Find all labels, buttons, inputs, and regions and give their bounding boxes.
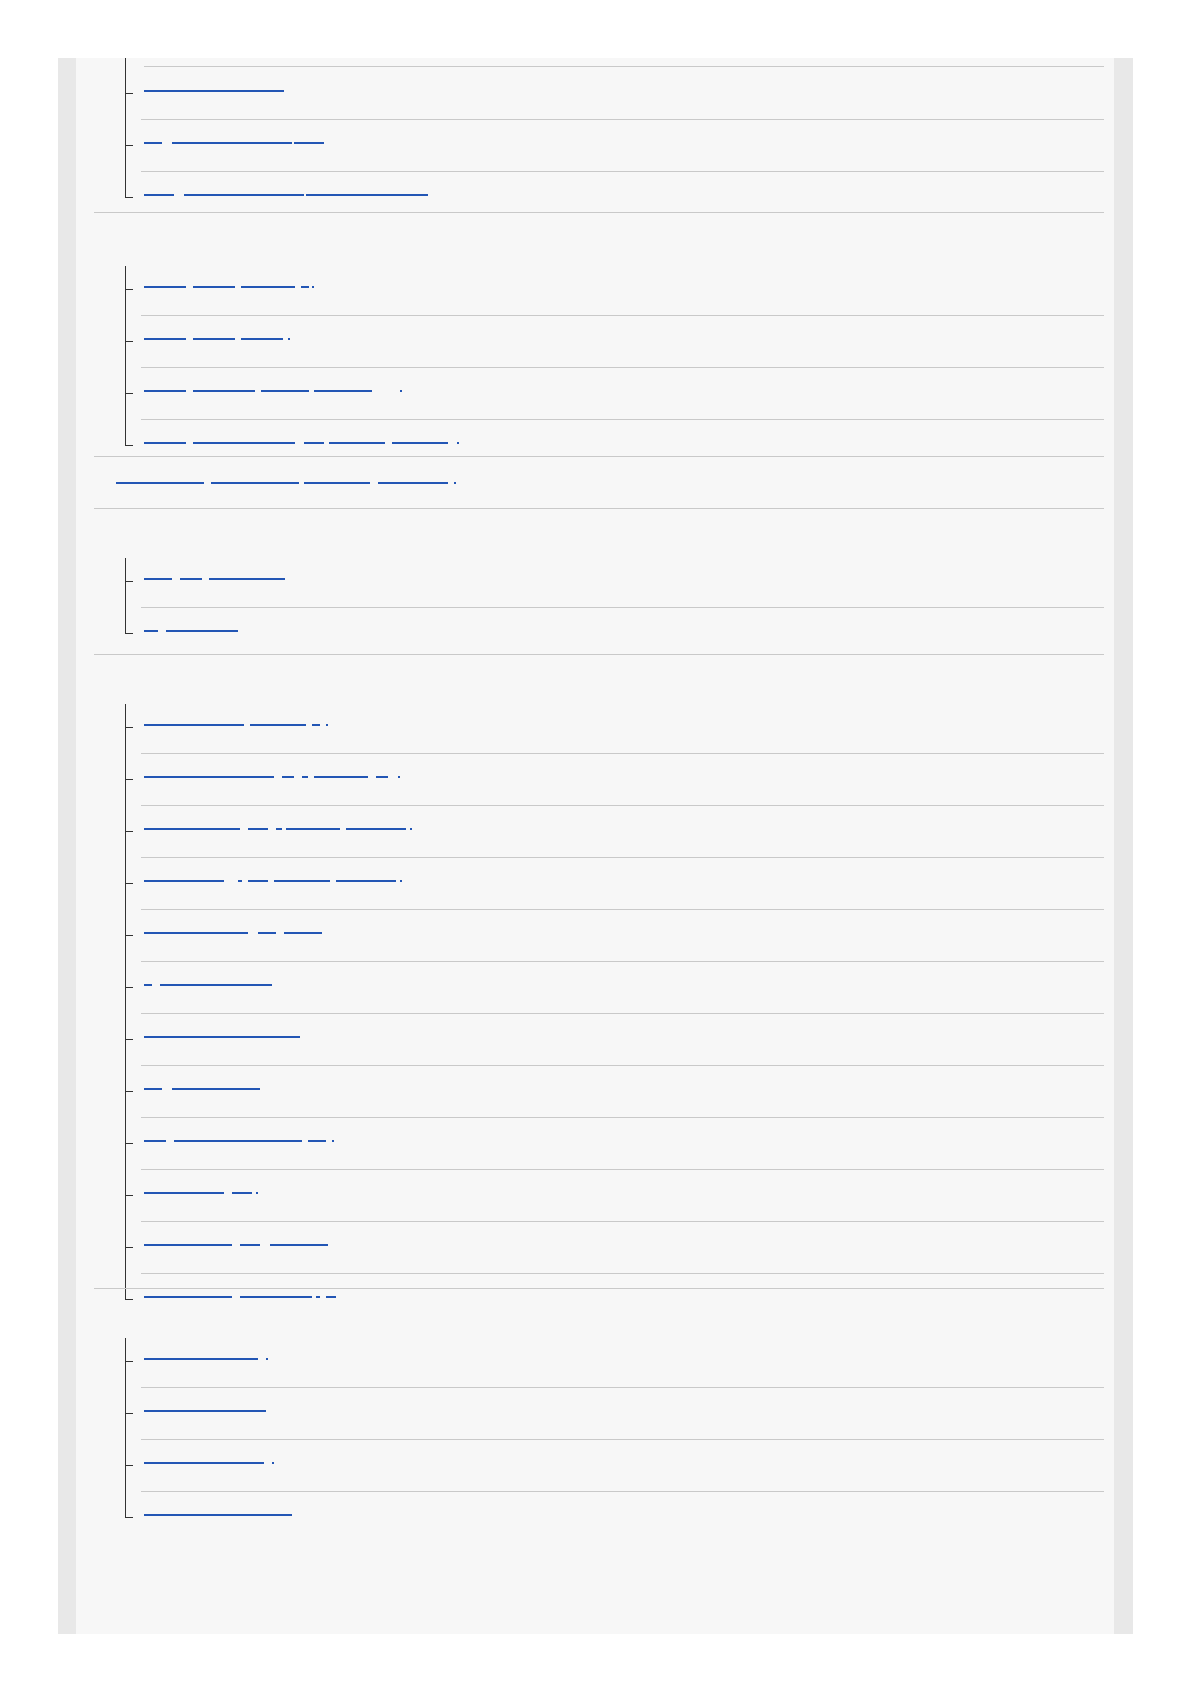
- tree-branch: [126, 727, 133, 728]
- tree-branch: [126, 1143, 133, 1144]
- item-separator: [144, 66, 1104, 67]
- toc-panel: [76, 58, 1114, 1634]
- link-underline: [282, 776, 294, 778]
- link-underline: [193, 442, 295, 444]
- tree-branch: [126, 1299, 133, 1300]
- toc-item-link[interactable]: [126, 68, 1106, 120]
- link-dot: [398, 776, 400, 778]
- toc-item-link[interactable]: [126, 1170, 1106, 1222]
- link-dot: [326, 724, 328, 726]
- link-underline: [166, 630, 238, 632]
- link-dot: [266, 1358, 268, 1360]
- link-underline: [116, 482, 204, 484]
- link-underline: [276, 828, 282, 830]
- link-underline: [144, 1088, 162, 1090]
- link-underline: [274, 880, 330, 882]
- link-underline: [376, 776, 388, 778]
- link-underline: [241, 286, 295, 288]
- tree-branch: [126, 445, 133, 446]
- tree-branch: [126, 197, 133, 198]
- link-underline: [144, 724, 244, 726]
- link-underline: [261, 390, 309, 392]
- link-underline: [184, 194, 304, 196]
- link-underline: [144, 880, 224, 882]
- toc-item-link[interactable]: [126, 556, 1106, 608]
- tree-branch: [126, 289, 133, 290]
- page-frame: [58, 58, 1133, 1634]
- link-underline: [241, 338, 283, 340]
- toc-item-link[interactable]: [126, 910, 1106, 962]
- toc-item-link[interactable]: [126, 962, 1106, 1014]
- link-underline: [308, 1140, 326, 1142]
- link-underline: [232, 1192, 252, 1194]
- link-underline: [306, 194, 428, 196]
- toc-item-link[interactable]: [126, 1066, 1106, 1118]
- link-dot: [457, 442, 459, 444]
- link-underline: [250, 724, 306, 726]
- link-underline: [378, 482, 448, 484]
- tree-branch: [126, 935, 133, 936]
- toc-item-link[interactable]: [126, 1222, 1106, 1274]
- link-underline: [316, 1296, 320, 1298]
- link-underline: [144, 442, 186, 444]
- link-dot: [256, 1192, 258, 1194]
- link-dot: [400, 390, 402, 392]
- link-underline: [144, 1192, 224, 1194]
- link-underline: [284, 932, 322, 934]
- link-underline: [144, 286, 186, 288]
- group-separator: [94, 212, 1104, 213]
- link-underline: [193, 390, 255, 392]
- tree-branch: [126, 779, 133, 780]
- toc-item-link[interactable]: [126, 858, 1106, 910]
- tree-branch: [126, 1465, 133, 1466]
- tree-branch: [126, 831, 133, 832]
- toc-item-link[interactable]: [126, 806, 1106, 858]
- tree-branch: [126, 145, 133, 146]
- link-dot: [312, 286, 314, 288]
- tree-branch: [126, 987, 133, 988]
- link-underline: [144, 1462, 264, 1464]
- link-underline: [270, 1244, 328, 1246]
- tree-branch: [126, 1413, 133, 1414]
- link-dot: [272, 1462, 274, 1464]
- link-underline: [312, 724, 320, 726]
- toc-item-link[interactable]: [126, 316, 1106, 368]
- toc-item-link[interactable]: [126, 1118, 1106, 1170]
- link-underline: [193, 338, 235, 340]
- link-underline: [144, 194, 174, 196]
- tree-branch: [126, 1361, 133, 1362]
- link-underline: [144, 1358, 258, 1360]
- link-underline: [304, 442, 324, 444]
- link-dot: [454, 482, 456, 484]
- link-underline: [240, 1296, 312, 1298]
- link-underline: [144, 630, 158, 632]
- toc-item-link[interactable]: [126, 1492, 1106, 1544]
- tree-branch: [126, 1247, 133, 1248]
- link-underline: [329, 442, 385, 444]
- link-underline: [144, 984, 152, 986]
- tree-branch: [126, 393, 133, 394]
- link-underline: [174, 1140, 302, 1142]
- link-underline: [301, 286, 309, 288]
- toc-item-link[interactable]: [126, 368, 1106, 420]
- link-underline: [144, 828, 240, 830]
- tree-branch: [126, 341, 133, 342]
- toc-item-link[interactable]: [126, 172, 1106, 224]
- link-dot: [288, 338, 290, 340]
- link-underline: [314, 390, 372, 392]
- tree-branch: [126, 1091, 133, 1092]
- group-separator: [94, 654, 1104, 655]
- link-underline: [144, 1140, 166, 1142]
- tree-branch: [126, 1039, 133, 1040]
- tree-branch: [126, 1195, 133, 1196]
- link-dot: [400, 880, 402, 882]
- link-underline: [209, 578, 285, 580]
- tree-branch: [126, 93, 133, 94]
- toc-item-link[interactable]: [126, 264, 1106, 316]
- link-underline: [144, 578, 172, 580]
- tree-branch: [126, 883, 133, 884]
- link-underline: [248, 828, 268, 830]
- link-underline: [144, 1244, 232, 1246]
- link-underline: [304, 482, 370, 484]
- link-underline: [144, 338, 186, 340]
- toc-item-link[interactable]: [126, 1336, 1106, 1388]
- link-underline: [144, 932, 248, 934]
- link-underline: [144, 1514, 292, 1516]
- toc-item-link[interactable]: [126, 120, 1106, 172]
- link-underline: [314, 776, 368, 778]
- link-underline: [248, 880, 268, 882]
- tree-branch: [126, 1517, 133, 1518]
- toc-item-link[interactable]: [126, 702, 1106, 754]
- link-dot: [410, 828, 412, 830]
- link-underline: [238, 880, 242, 882]
- link-underline: [258, 932, 276, 934]
- link-underline: [346, 828, 406, 830]
- link-underline: [172, 1088, 260, 1090]
- toc-item-link[interactable]: [126, 1388, 1106, 1440]
- link-underline: [144, 776, 274, 778]
- link-underline: [144, 142, 162, 144]
- group-separator: [94, 456, 1104, 457]
- link-underline: [302, 776, 308, 778]
- tree-branch: [126, 581, 133, 582]
- link-underline: [211, 482, 299, 484]
- link-underline: [144, 1410, 266, 1412]
- toc-item-link[interactable]: [126, 1440, 1106, 1492]
- toc-top-link[interactable]: [76, 458, 1114, 510]
- link-underline: [328, 1296, 336, 1298]
- link-underline: [144, 1296, 232, 1298]
- tree-branch: [126, 633, 133, 634]
- link-underline: [144, 390, 186, 392]
- group-separator: [94, 1288, 1104, 1289]
- link-dot: [332, 1140, 334, 1142]
- link-underline: [144, 90, 284, 92]
- toc-item-link[interactable]: [126, 1014, 1106, 1066]
- link-underline: [180, 578, 202, 580]
- group-separator: [94, 508, 1104, 509]
- link-underline: [392, 442, 448, 444]
- toc-item-link[interactable]: [126, 1274, 1106, 1326]
- link-underline: [172, 142, 292, 144]
- link-underline: [294, 142, 324, 144]
- link-underline: [240, 1244, 260, 1246]
- link-underline: [160, 984, 272, 986]
- link-underline: [336, 880, 396, 882]
- link-underline: [193, 286, 235, 288]
- toc-item-link[interactable]: [126, 754, 1106, 806]
- link-underline: [144, 1036, 300, 1038]
- toc-item-link[interactable]: [126, 608, 1106, 660]
- link-underline: [286, 828, 340, 830]
